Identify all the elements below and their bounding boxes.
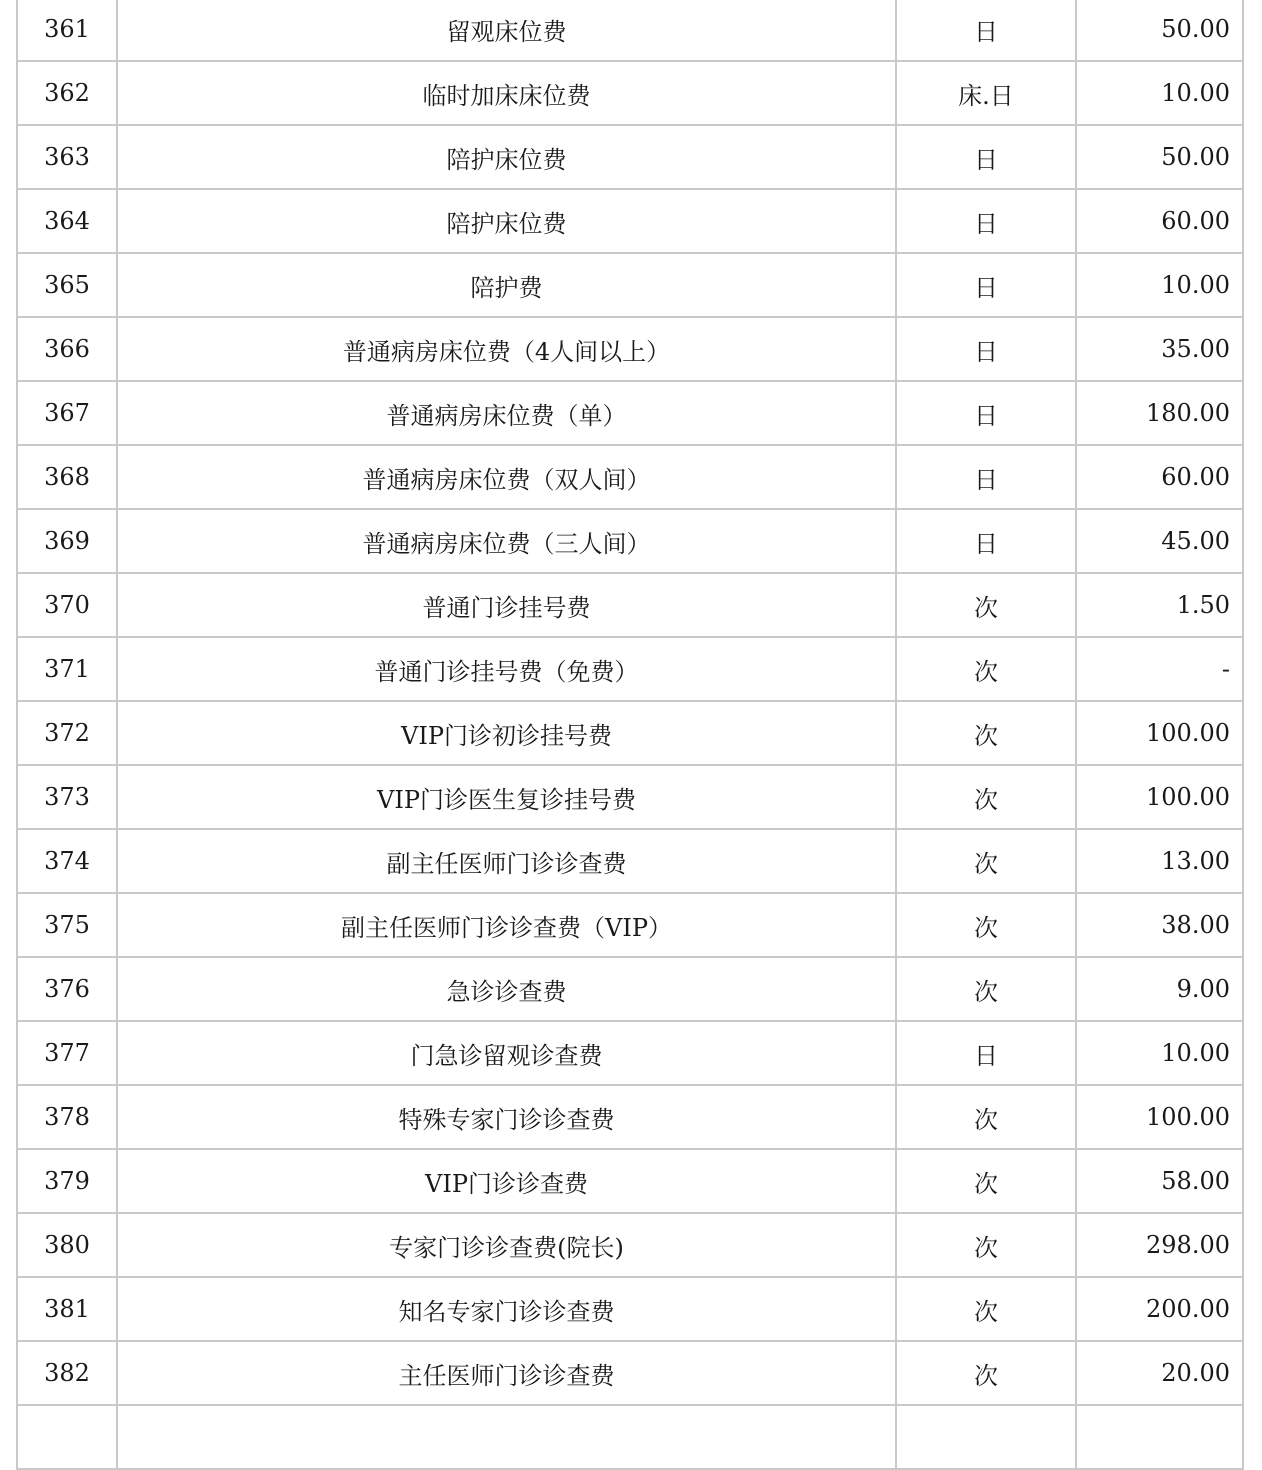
item-unit: 次 [896, 637, 1076, 701]
item-name: VIP门诊医生复诊挂号费 [117, 765, 896, 829]
item-name: 临时加床床位费 [117, 61, 896, 125]
item-price: 298.00 [1076, 1213, 1243, 1277]
item-unit: 日 [896, 253, 1076, 317]
item-unit: 床.日 [896, 61, 1076, 125]
item-unit: 日 [896, 445, 1076, 509]
item-price: 9.00 [1076, 957, 1243, 1021]
item-number: 380 [17, 1213, 117, 1277]
table-row [17, 765, 1243, 829]
item-price: 10.00 [1076, 253, 1243, 317]
item-unit: 日 [896, 0, 1076, 61]
item-number: 366 [17, 317, 117, 381]
table-row [17, 381, 1243, 445]
item-unit: 日 [896, 509, 1076, 573]
item-price: 58.00 [1076, 1149, 1243, 1213]
item-number: 361 [17, 0, 117, 61]
item-name: 陪护床位费 [117, 189, 896, 253]
item-unit: 次 [896, 1213, 1076, 1277]
item-price: 35.00 [1076, 317, 1243, 381]
table-row [17, 1341, 1243, 1405]
item-number: 381 [17, 1277, 117, 1341]
item-name: 留观床位费 [117, 0, 896, 61]
item-number: 370 [17, 573, 117, 637]
table-row [17, 1213, 1243, 1277]
item-name: 普通门诊挂号费（免费） [117, 637, 896, 701]
table-row [17, 509, 1243, 573]
fee-table-body [17, 0, 1243, 1469]
item-name: 普通门诊挂号费 [117, 573, 896, 637]
item-number: 368 [17, 445, 117, 509]
item-unit: 次 [896, 1341, 1076, 1405]
item-unit: 次 [896, 1277, 1076, 1341]
item-name: 知名专家门诊诊查费 [117, 1277, 896, 1341]
item-number: 369 [17, 509, 117, 573]
item-name: 门急诊留观诊查费 [117, 1021, 896, 1085]
item-price: 1.50 [1076, 573, 1243, 637]
item-number: 377 [17, 1021, 117, 1085]
item-price: 180.00 [1076, 381, 1243, 445]
item-number: 367 [17, 381, 117, 445]
item-name: 普通病房床位费（三人间） [117, 509, 896, 573]
item-unit: 次 [896, 893, 1076, 957]
item-unit: 次 [896, 573, 1076, 637]
item-name: VIP门诊诊查费 [117, 1149, 896, 1213]
table-row [17, 1085, 1243, 1149]
table-row [17, 125, 1243, 189]
table-row [17, 1277, 1243, 1341]
item-price: 100.00 [1076, 1085, 1243, 1149]
table-row [17, 701, 1243, 765]
item-unit: 日 [896, 1021, 1076, 1085]
item-number: 364 [17, 189, 117, 253]
item-price: 100.00 [1076, 701, 1243, 765]
item-number: 371 [17, 637, 117, 701]
item-unit: 次 [896, 957, 1076, 1021]
item-price: 50.00 [1076, 125, 1243, 189]
item-name: 副主任医师门诊诊查费 [117, 829, 896, 893]
item-number: 375 [17, 893, 117, 957]
item-name: 普通病房床位费（单） [117, 381, 896, 445]
item-price: 200.00 [1076, 1277, 1243, 1341]
table-row [17, 253, 1243, 317]
item-unit: 次 [896, 701, 1076, 765]
item-price: 50.00 [1076, 0, 1243, 61]
cell-blank [1076, 1405, 1243, 1469]
item-number: 378 [17, 1085, 117, 1149]
item-name: 陪护费 [117, 253, 896, 317]
item-name: 急诊诊查费 [117, 957, 896, 1021]
table-row [17, 893, 1243, 957]
item-unit: 次 [896, 765, 1076, 829]
item-name: 主任医师门诊诊查费 [117, 1341, 896, 1405]
item-price: 10.00 [1076, 1021, 1243, 1085]
item-name: 专家门诊诊查费(院长) [117, 1213, 896, 1277]
item-number: 365 [17, 253, 117, 317]
item-unit: 日 [896, 317, 1076, 381]
item-unit: 日 [896, 381, 1076, 445]
table-row [17, 61, 1243, 125]
item-price: - [1076, 637, 1243, 701]
item-number: 379 [17, 1149, 117, 1213]
cell-blank [896, 1405, 1076, 1469]
item-number: 363 [17, 125, 117, 189]
table-row-partial [17, 1405, 1243, 1469]
item-name: 副主任医师门诊诊查费（VIP） [117, 893, 896, 957]
table-row [17, 957, 1243, 1021]
item-unit: 次 [896, 1149, 1076, 1213]
item-unit: 次 [896, 1085, 1076, 1149]
table-row [17, 573, 1243, 637]
item-name: 陪护床位费 [117, 125, 896, 189]
item-price: 13.00 [1076, 829, 1243, 893]
table-row [17, 637, 1243, 701]
fee-table [16, 0, 1244, 1470]
cell-blank [17, 1405, 117, 1469]
item-name: 普通病房床位费（双人间） [117, 445, 896, 509]
item-price: 45.00 [1076, 509, 1243, 573]
table-row [17, 829, 1243, 893]
item-number: 372 [17, 701, 117, 765]
table-row [17, 1021, 1243, 1085]
item-price: 60.00 [1076, 189, 1243, 253]
item-number: 374 [17, 829, 117, 893]
item-price: 100.00 [1076, 765, 1243, 829]
item-number: 382 [17, 1341, 117, 1405]
item-price: 38.00 [1076, 893, 1243, 957]
table-row [17, 445, 1243, 509]
item-name: 普通病房床位费（4人间以上） [117, 317, 896, 381]
item-name: 特殊专家门诊诊查费 [117, 1085, 896, 1149]
table-row [17, 189, 1243, 253]
item-number: 373 [17, 765, 117, 829]
item-name: VIP门诊初诊挂号费 [117, 701, 896, 765]
item-number: 362 [17, 61, 117, 125]
item-unit: 日 [896, 189, 1076, 253]
table-row [17, 0, 1243, 61]
table-row [17, 317, 1243, 381]
item-unit: 次 [896, 829, 1076, 893]
item-price: 60.00 [1076, 445, 1243, 509]
item-price: 10.00 [1076, 61, 1243, 125]
item-number: 376 [17, 957, 117, 1021]
table-row [17, 1149, 1243, 1213]
item-unit: 日 [896, 125, 1076, 189]
cell-blank [117, 1405, 896, 1469]
item-price: 20.00 [1076, 1341, 1243, 1405]
